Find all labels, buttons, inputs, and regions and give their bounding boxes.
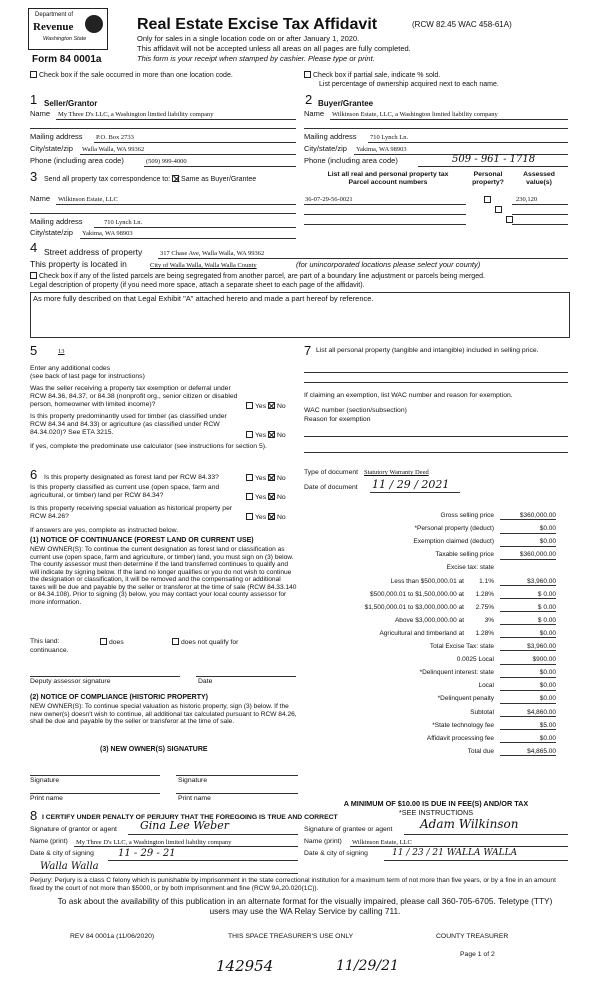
sec3-mail-label: Mailing address (30, 217, 83, 226)
doc-date-label: Date of document (304, 484, 358, 491)
certification: I CERTIFY UNDER PENALTY OF PERJURY THAT THE FOREGOING IS TRUE AND CORRECT (42, 814, 338, 821)
parcel-col-header: List all real and personal property tax Parcel account numbers (327, 171, 449, 186)
stamp-date: 11/29/21 (336, 958, 399, 974)
tax-row-label: Total Excise Tax: state (429, 643, 494, 650)
form-number: Form 84 0001a (32, 54, 102, 65)
tax-row-value[interactable]: $5.00 (500, 722, 556, 730)
owner-signature-1-label: Signature (30, 777, 60, 784)
county-treasurer: COUNTY TREASURER (436, 933, 509, 940)
sec6-q2-answer[interactable]: Yes No (246, 493, 286, 502)
grantor-name-label: Name (print) (30, 838, 68, 845)
header-line3: This form is your receipt when stamped by cashier. Please type or print. (137, 54, 375, 63)
tax-row-value[interactable]: $4,865.00 (500, 748, 556, 756)
deputy-date-label: Date (198, 678, 213, 685)
section-6-number: 6 (30, 467, 38, 482)
tax-row (300, 591, 556, 602)
tax-row-label: Agricultural and timberland at (379, 629, 464, 637)
sec3-mail[interactable]: 710 Lynch Ln. (104, 219, 143, 226)
grantor-date-label: Date & city of signing (30, 850, 94, 857)
tax-row-label: $1,500,000.01 to $3,000,000.00 at (364, 603, 464, 611)
tax-row-label: Exemption claimed (deduct) (413, 538, 494, 546)
see-instructions: *SEE INSTRUCTIONS (398, 808, 474, 817)
header-line2: This affidavit will not be accepted unless all areas on all pages are fully completed. (137, 44, 411, 53)
section-2-number: 2 (305, 92, 313, 107)
reason-label: Reason for exemption (304, 416, 371, 423)
grantee-date-label: Date & city of signing (304, 850, 368, 857)
seller-city-label: City/state/zip (30, 144, 73, 153)
minimum-due-notice: A MINIMUM OF $10.00 IS DUE IN FEE(S) AND/OR TAX (343, 799, 529, 808)
sec5-q2-answer[interactable]: Yes No (246, 431, 286, 440)
personal-property-checkbox-3[interactable] (506, 216, 513, 223)
buyer-name-label: Name (304, 109, 325, 118)
multi-location-checkbox[interactable]: Check box if the sale occurred in more than one location code. (30, 71, 233, 80)
doc-type[interactable]: Statutory Warranty Deed (364, 469, 429, 476)
tax-row-rate: 3% (484, 616, 494, 624)
tax-row-value[interactable]: $ 0.00 (500, 604, 556, 612)
partial-sale-checkbox[interactable]: Check box if partial sale, indicate % sold. (304, 71, 440, 80)
tax-row-value[interactable]: $4,860.00 (500, 709, 556, 717)
tax-row (300, 669, 556, 680)
buyer-city-label: City/state/zip (304, 144, 347, 153)
exemption-label: If claiming an exemption, list WAC number and reason for exemption. (304, 392, 513, 399)
continuance-label: continuance. (30, 647, 69, 654)
owner-signature-2-label: Signature (178, 777, 208, 784)
tax-row (300, 630, 556, 641)
tax-row (300, 682, 556, 693)
tax-row-value[interactable]: $ 0.00 (500, 617, 556, 625)
notice-continuance-heading: (1) NOTICE OF CONTINUANCE (FOREST LAND OR CURRENT USE) (30, 537, 254, 544)
buyer-mail-label: Mailing address (304, 132, 357, 141)
buyer-city[interactable]: Yakima, WA 98903 (356, 146, 407, 153)
sec5-q1-answer[interactable]: Yes No (246, 402, 286, 411)
notice-compliance-text: NEW OWNER(S): To continue special valuation as historic property, sign (3) below. If the new owner(s) doesn't wish to continue, all additional tax calculated pursuant to RCW 84.26, shall be due and payable by the seller or transferor at the time of sale. (30, 703, 297, 726)
tax-row (300, 578, 556, 589)
sec3-name[interactable]: Wilkinson Estate, LLC (58, 196, 118, 203)
sec3-name-label: Name (30, 194, 51, 203)
section-4-number: 4 (30, 240, 38, 255)
alternate-format: To ask about the availability of this publication in an alternate format for the visually impaired, please call 360-705-6705. Teletype (TTY) users may use the WA Relay Service by calling 711. (57, 896, 553, 916)
wa-logo-icon (85, 15, 103, 33)
tax-row-value[interactable]: $0.00 (500, 630, 556, 638)
notice-compliance-heading: (2) NOTICE OF COMPLIANCE (HISTORIC PROPERTY) (30, 694, 208, 701)
seller-city[interactable]: Walla Walla, WA 99362 (82, 146, 145, 153)
tax-row-label: Excise tax: state (446, 564, 494, 572)
seller-heading: Seller/Grantor (44, 99, 98, 108)
tax-row-value[interactable]: $360,000.00 (500, 551, 556, 559)
tax-row-value[interactable]: $0.00 (500, 695, 556, 703)
tax-row (300, 604, 556, 615)
sec6-question-2: Is this property classified as current use (open space, farm and agricultural, or timber) land per RCW 84.34? (30, 484, 220, 499)
sec6-question-1: Is this property designated as forest land per RCW 84.33? (44, 474, 219, 481)
deputy-signature-label: Deputy assessor signature (30, 678, 111, 685)
sec3-city-label: City/state/zip (30, 228, 73, 237)
personal-property-label: List all personal property (tangible and intangible) included in selling price. (316, 347, 539, 354)
correspondence-label: Send all property tax correspondence to: Same as Buyer/Grantee (44, 176, 257, 183)
personal-property-checkbox-1[interactable] (484, 196, 491, 203)
new-owner-signature-heading: (3) NEW OWNER(S) SIGNATURE (100, 746, 208, 753)
tax-row-value[interactable]: $ 0.00 (500, 591, 556, 599)
sec5-question-3: If yes, complete the predominate use calculator (see instructions for section 5). (30, 443, 267, 450)
tax-row-value[interactable]: $3,960.00 (500, 643, 556, 651)
sec5-question-1: Was the seller receiving a property tax exemption or deferral under RCW 84.36, 84.37, or 84.38 (nonprofit org., senior citizen or disabled person, homeowner with limited income)? (30, 385, 238, 408)
tax-row (300, 722, 556, 733)
notice-continuance-text: NEW OWNER(S): To continue the current designation as forest land or classification as current use (open space, farm and agriculture, or timber) land, you must sign on (3) below. The county assessor must then determine if the land transferred continues to qualify and will indicate by signing below. If the land no longer qualifies or you do not wish to continue the designation or classification, it will be removed and the compensating or additional taxes will be due and payable by the seller or transferor at the time of sale (RCW 84.33.140 or 84.34.108). Prior to signing (3) below, you may contact your local county assessor for more information. (30, 546, 297, 607)
page-number: Page 1 of 2 (460, 951, 495, 958)
tax-row-label: Gross selling price (440, 512, 494, 519)
buyer-heading: Buyer/Grantee (318, 99, 374, 108)
additional-code[interactable]: 13 (58, 348, 65, 355)
section-8-number: 8 (30, 808, 38, 823)
grantor-signature[interactable]: Gina Lee Weber (140, 819, 229, 832)
buyer-name[interactable]: Wilkinson Estate, LLC, a Washington limited liability company (332, 111, 498, 118)
tax-row-label: *Delinquent penalty (437, 695, 494, 703)
tax-row-label: 0.0025 Local (456, 656, 494, 664)
tax-row (300, 538, 556, 549)
receipt-number: 142954 (216, 957, 274, 975)
tax-row (300, 735, 556, 746)
sec6-question-3: Is this property receiving special valuation as historical property per RCW 84.26? (30, 505, 233, 520)
tax-row-label: Local (478, 682, 494, 690)
tax-row (300, 709, 556, 720)
tax-row-label: Affidavit processing fee (426, 734, 494, 742)
tax-row-label: *Delinquent interest: state (419, 669, 494, 677)
located-in-label: This property is located in (30, 259, 127, 269)
tax-row-value[interactable]: $360,000.00 (500, 512, 556, 520)
grantee-name-label: Name (print) (304, 838, 342, 845)
seller-phone-label: Phone (including area code) (30, 156, 124, 165)
tax-row (300, 525, 556, 536)
tax-row-value[interactable]: $0.00 (500, 669, 556, 677)
tax-row-value[interactable]: $0.00 (500, 682, 556, 690)
section-7-number: 7 (304, 343, 312, 358)
grantor-date[interactable]: 11 - 29 - 21 (118, 848, 176, 859)
tax-row (300, 617, 556, 628)
form-title: Real Estate Excise Tax Affidavit (137, 16, 378, 33)
wac-label: WAC number (section/subsection) (304, 407, 407, 414)
header-line1: Only for sales in a single location code on or after January 1, 2020. (137, 34, 360, 43)
seller-phone[interactable]: (509) 999-4000 (146, 158, 187, 165)
grantor-city[interactable]: Walla Walla (40, 861, 99, 872)
buyer-phone-label: Phone (including area code) (304, 156, 398, 165)
tax-row (300, 695, 556, 706)
buyer-phone[interactable]: 509 - 961 - 1718 (452, 154, 536, 165)
tax-row-value[interactable]: $0.00 (500, 735, 556, 743)
grantee-signature[interactable]: Adam Wilkinson (420, 817, 519, 831)
land-does-not-checkbox[interactable]: does not qualify for (172, 638, 238, 647)
tax-row (300, 748, 556, 759)
owner-print-1-label: Print name (30, 795, 63, 802)
personal-property-checkbox-2[interactable] (495, 206, 502, 213)
seller-mail-label: Mailing address (30, 132, 83, 141)
tax-row-rate: 1.1% (479, 577, 494, 585)
assessed-value[interactable]: 230,120 (516, 196, 538, 203)
partial-sale-sub: List percentage of ownership acquired next to each name. (319, 81, 499, 88)
tax-row-value[interactable]: $0.00 (500, 525, 556, 533)
seller-name-label: Name (30, 109, 51, 118)
tax-row (300, 551, 556, 562)
revision: REV 84 0001a (11/06/2020) (70, 933, 155, 940)
tax-row (300, 564, 556, 575)
sec5-question-2: Is this property predominantly used for timber (as classified under RCW 84.34 and 84.33) or agriculture (as classified under RCW 84.34.020)? See ETA 3215. (30, 413, 227, 436)
tax-row-rate: 2.75% (475, 603, 494, 611)
this-land-label: This land: (30, 638, 60, 645)
sec6-instruction: If answers are yes, complete as instructed below. (30, 527, 179, 534)
treasurer-space: THIS SPACE TREASURER'S USE ONLY (228, 933, 354, 940)
land-does-checkbox[interactable]: does (100, 638, 124, 647)
tax-row-label: *Personal property (deduct) (414, 525, 494, 533)
perjury-notice: Perjury: Perjury is a class C felony which is punishable by imprisonment in the state correctional institution for a maximum term of not more than five years, or by a fine in an amount fixed by the court of not more than $5000, or by both imprisonment and fine (RCW 9A.20.020(1C)). (30, 877, 556, 892)
form-rcw: (RCW 82.45 WAC 458-61A) (412, 20, 512, 29)
grantee-date[interactable]: 11 / 23 / 21 WALLA WALLA (392, 848, 518, 858)
doc-type-label: Type of document (304, 469, 359, 476)
tax-row (300, 643, 556, 654)
codes-label: Enter any additional codes (see back of last page for instructions) (30, 365, 145, 380)
doc-date[interactable]: 11 / 29 / 2021 (372, 478, 450, 491)
tax-row-label: Less than $500,000.01 at (390, 577, 464, 585)
grantee-signature-label: Signature of grantee or agent (304, 826, 393, 833)
tax-row-label: Subtotal (470, 708, 494, 716)
tax-row-rate: 1.28% (475, 590, 494, 598)
dor-logo: Department of Revenue Washington State (28, 8, 108, 50)
grantor-name[interactable]: My Three D's LLC, a Washington limited liability company (76, 839, 232, 846)
section-5-number: 5 (30, 343, 38, 358)
tax-row-label: Above $3,000,000.00 at (394, 616, 464, 624)
tax-row-value[interactable]: $0.00 (500, 538, 556, 546)
location-hint: (for unincorporated locations please select your county) (296, 260, 481, 269)
section-3-number: 3 (30, 169, 38, 184)
tax-row-label: Taxable selling price (435, 551, 494, 559)
sec6-q1-answer[interactable]: Yes No (246, 474, 286, 483)
seller-mail[interactable]: P.O. Box 2733 (96, 134, 134, 141)
tax-row-value[interactable]: $900.00 (500, 656, 556, 664)
segregated-checkbox[interactable]: Check box if any of the listed parcels are being segregated from another parcel, are part of a boundary line adjustment or parcels being merged. (30, 272, 580, 281)
grantor-signature-label: Signature of grantor or agent (30, 826, 117, 833)
buyer-mail[interactable]: 710 Lynch Ln. (370, 134, 409, 141)
tax-row-label: $500,000.01 to $1,500,000.00 at (370, 590, 464, 598)
legal-description-box[interactable]: As more fully described on that Legal Exhibit "A" attached hereto and made a part hereof by reference. (30, 292, 570, 338)
location-select[interactable]: City of Walla Walla, Walla Walla County (150, 262, 257, 269)
tax-row (300, 656, 556, 667)
street-address[interactable]: 317 Chase Ave, Walla Walla, WA 99362 (160, 250, 265, 257)
street-address-label: Street address of property (44, 247, 143, 257)
tax-row-value[interactable]: $3,960.00 (500, 578, 556, 586)
owner-print-2-label: Print name (178, 795, 211, 802)
sec3-city[interactable]: Yakima, WA 98903 (82, 230, 133, 237)
tax-row-label: *State technology fee (432, 721, 494, 729)
tax-row-rate: 1.28% (475, 629, 494, 637)
seller-name[interactable]: My Three D's LLC, a Washington limited liability company (58, 111, 214, 118)
parcel-number[interactable]: 36-07-29-56-0021 (305, 196, 353, 203)
tax-row-label: Total due (467, 747, 494, 755)
sec6-q3-answer[interactable]: Yes No (246, 513, 286, 522)
section-1-number: 1 (30, 92, 38, 107)
tax-row (300, 512, 556, 523)
grantee-name[interactable]: Wilkinson Estate, LLC (352, 839, 412, 846)
personal-col-header: Personal property? (472, 171, 504, 186)
assessed-col-header: Assessed value(s) (523, 171, 555, 186)
legal-description-label: Legal description of property (if you need more space, attach a separate sheet to each page of the affidavit). (30, 282, 365, 289)
same-as-buyer-checkbox[interactable] (172, 175, 179, 182)
